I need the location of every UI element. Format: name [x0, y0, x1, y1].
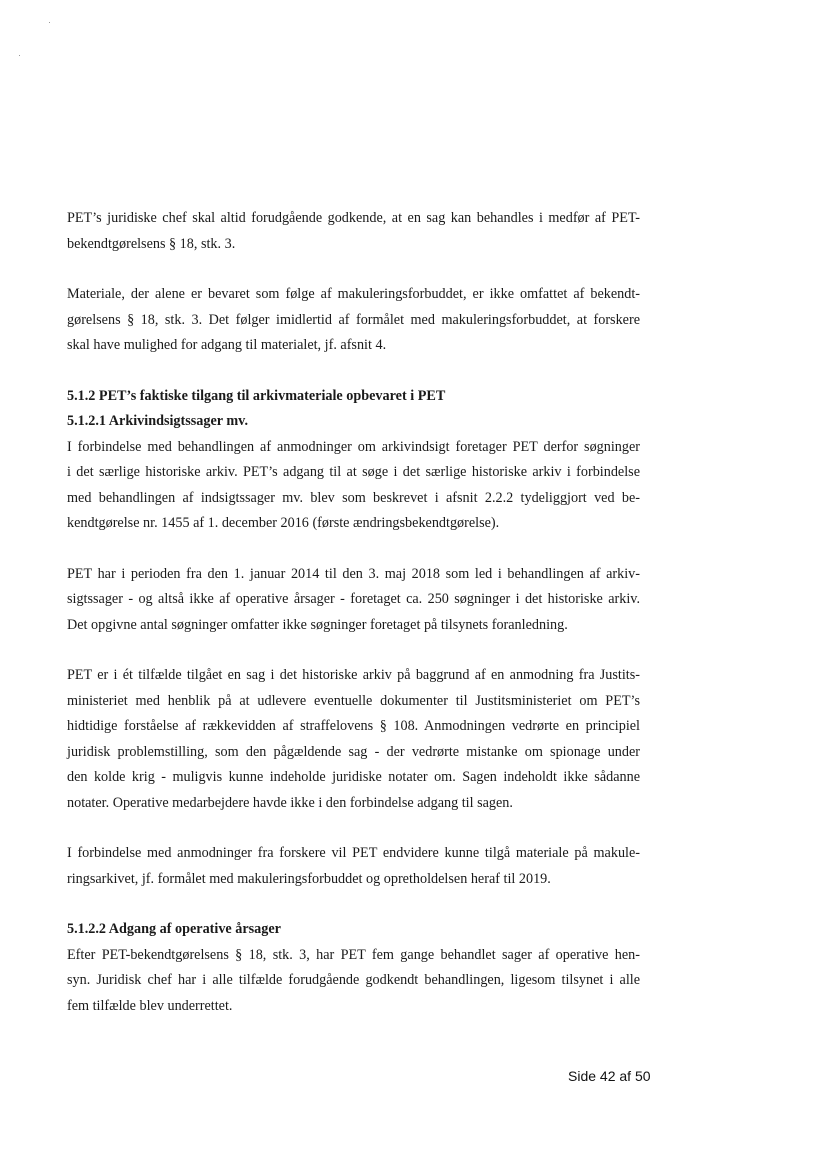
paragraph-line: fem tilfælde blev underrettet.	[67, 997, 233, 1014]
paragraph-line: Efter PET-bekendtgørelsens § 18, stk. 3, har PET fem gange behandlet sager af operative hen-	[67, 946, 640, 963]
spacer	[67, 537, 640, 562]
paragraph-line: Materiale, der alene er bevaret som følge af makuleringsforbuddet, er ikke omfattet af bekendt-	[67, 286, 640, 302]
paragraph-line: kendtgørelse nr. 1455 af 1. december 2016 (første ændringsbekendtgørelse).	[67, 515, 500, 531]
section-heading-5-1-2-2: 5.1.2.2 Adgang af operative årsager	[67, 921, 281, 937]
paragraph-line: i det særlige historiske arkiv. PET’s adgang til at søge i det særlige historiske arkiv i forbindelse	[67, 464, 640, 480]
spacer	[67, 638, 640, 663]
paragraph-line: notater. Operative medarbejdere havde ikke i den forbindelse adgang til sagen.	[67, 794, 513, 811]
spacer	[67, 892, 640, 917]
scan-speck	[49, 22, 50, 23]
paragraph-3	[67, 435, 640, 537]
paragraph-5	[67, 663, 640, 816]
paragraph-line: I forbindelse med anmodninger fra forskere vil PET endvidere kunne tilgå materiale på makule-	[67, 845, 640, 861]
paragraph-line: den kolde krig - muligvis kunne indeholde juridiske notater om. Sagen indeholdt ikke sådanne	[67, 769, 640, 785]
paragraph-line: sigtssager - og altså ikke af operative årsager - foretaget ca. 250 søgninger i det historiske arkiv.	[67, 591, 640, 607]
paragraph-line: PET’s juridiske chef skal altid forudgående godkende, at en sag kan behandles i medfør af PET-	[67, 210, 640, 226]
paragraph-line: I forbindelse med behandlingen af anmodninger om arkivindsigt foretager PET derfor søgninger	[67, 438, 640, 455]
paragraph-2	[67, 282, 640, 359]
page-number: Side 42 af 50	[568, 1068, 651, 1084]
section-heading-5-1-2: 5.1.2 PET’s faktiske tilgang til arkivmateriale opbevaret i PET	[67, 387, 446, 404]
paragraph-line: ministeriet med henblik på at udlevere eventuelle dokumenter til Justitsministeriet om PET’s	[67, 692, 640, 709]
paragraph-line: gørelsens § 18, stk. 3. Det følger imidlertid af formålet med makuleringsforbuddet, at forskere	[67, 311, 640, 328]
paragraph-line: med behandlingen af indsigtssager mv. blev som beskrevet i afsnit 2.2.2 tydeliggjort ved be-	[67, 489, 640, 506]
paragraph-line: Det opgivne antal søgninger omfatter ikke søgninger foretaget på tilsynets foranledning.	[67, 616, 568, 633]
paragraph-line: PET er i ét tilfælde tilgået en sag i det historiske arkiv på baggrund af en anmodning fra Justits-	[67, 667, 640, 683]
paragraph-6	[67, 841, 640, 892]
spacer	[67, 257, 640, 282]
spacer	[67, 816, 640, 841]
spacer	[67, 359, 640, 384]
paragraph-1	[67, 206, 640, 257]
scan-speck	[19, 55, 20, 56]
paragraph-4	[67, 562, 640, 639]
paragraph-line: PET har i perioden fra den 1. januar 2014 til den 3. maj 2018 som led i behandlingen af arkiv-	[67, 565, 640, 582]
paragraph-7	[67, 943, 640, 1020]
section-heading-5-1-2-1: 5.1.2.1 Arkivindsigtssager mv.	[67, 413, 249, 429]
paragraph-line: hidtidige forståelse af rækkevidden af straffelovens § 108. Anmodningen vedrørte en principiel	[67, 718, 640, 734]
paragraph-line: skal have mulighed for adgang til materialet, jf. afsnit 4.	[67, 337, 387, 353]
paragraph-line: juridisk problemstilling, som den pågældende sag - der vedrørte mistanke om spionage under	[67, 743, 640, 760]
paragraph-line: bekendtgørelsens § 18, stk. 3.	[67, 235, 236, 252]
paragraph-line: ringsarkivet, jf. formålet med makuleringsforbuddet og opretholdelsen heraf til 2019.	[67, 870, 551, 887]
paragraph-line: syn. Juridisk chef har i alle tilfælde forudgående godkendt behandlingen, ligesom tilsynet i alle	[67, 972, 640, 988]
document-body	[67, 206, 640, 1019]
